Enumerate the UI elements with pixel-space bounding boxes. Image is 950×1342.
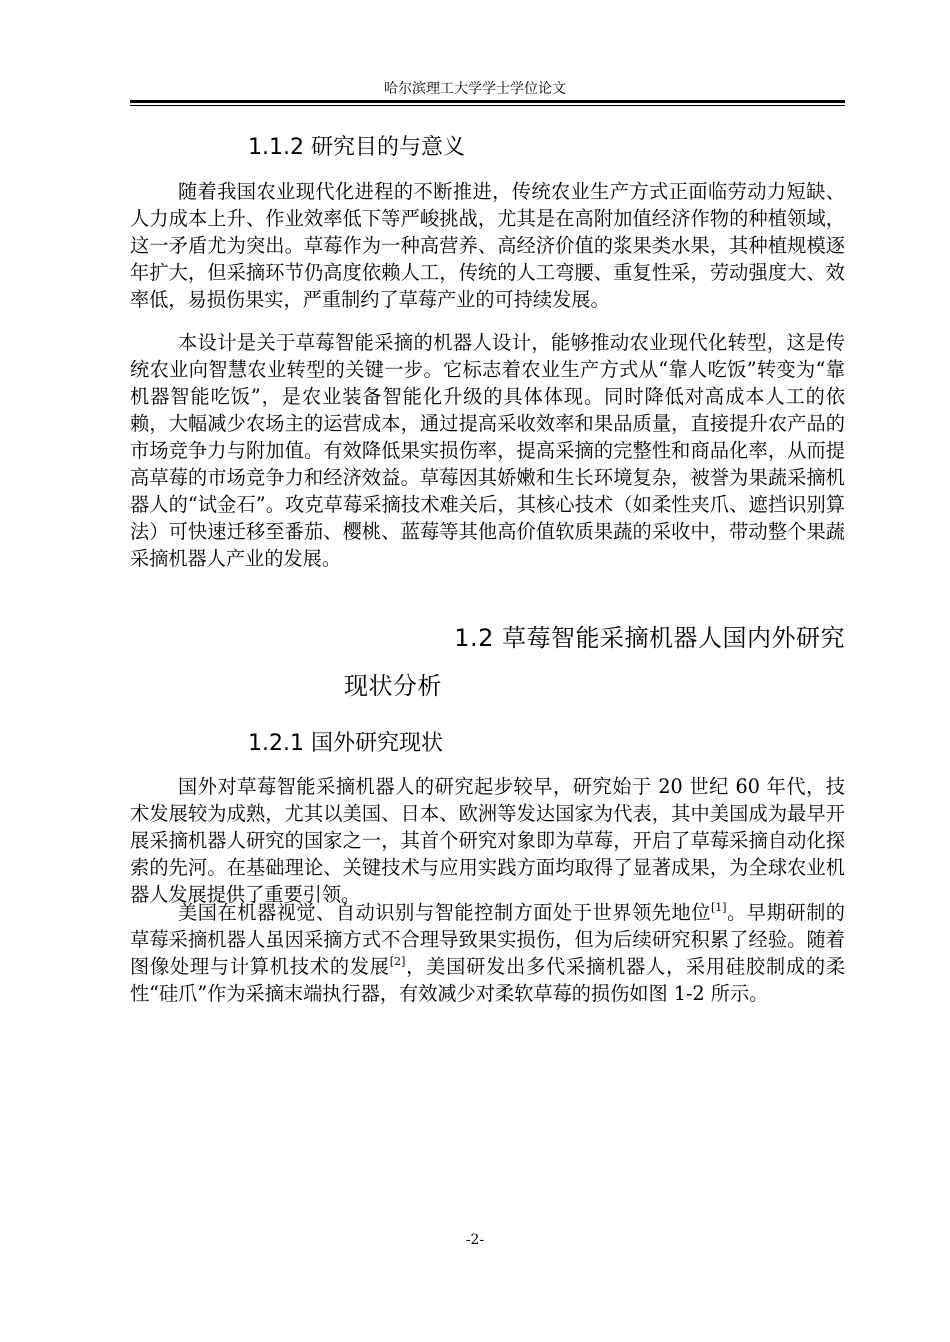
paragraph-1-1-2-second: 本设计是关于草莓智能采摘的机器人设计，能够推动农业现代化转型，这是传统农业向智慧农业转型的关键一步。它标志着农业生产方式从“靠人吃饭”转变为“靠机器智能吃饭”，是农业装备智能化升级的具体体现。同时降低对高成本人工的依赖，大幅减少农场主的运营成本，通过提高采收效率和果品质量，直接提升农产品的市场竞争力与附加值。有效降低果实损伤率，提高采摘的完整性和商品化率，从而提高草莓的市场竞争力和经济效益。草莓因其娇嫩和生长环境复杂，被誉为果蔬采摘机器人的“试金石”。攻克草莓采摘技术难关后，其核心技术（如柔性夹爪、遮挡识别算法）可快速迁移至番茄、樱桃、蓝莓等其他高价值软质果蔬的采收中，带动整个果蔬采摘机器人产业的发展。 [130, 331, 845, 570]
citation-2: [2] [389, 955, 406, 968]
paragraph-text-part: ，美国研发出多代采摘机器人，采用硅胶制成的柔性“硅爪”作为采摘末端执行器，有效减少对柔软草莓的损伤如图 1-2 所示。 [130, 955, 846, 1005]
paragraph-1-1-2-first: 随着我国农业现代化进程的不断推进，传统农业生产方式正面临劳动力短缺、人力成本上升、作业效率低下等严峻挑战，尤其是在高附加值经济作物的种植领域，这一矛盾尤为突出。草莓作为一种高营养、高经济价值的浆果类水果，其种植规模逐年扩大，但采摘环节仍高度依赖人工，传统的人工弯腰、重复性采，劳动强度大、效率低，易损伤果实，严重制约了草莓产业的可持续发展。 [130, 180, 845, 311]
paragraph-text-part: 美国在机器视觉、自动识别与智能控制方面处于世界领先地位 [178, 901, 711, 924]
citation-1: [1] [710, 901, 727, 914]
header-rule-thin [130, 105, 845, 106]
paragraph-1-2-1-second [130, 899, 845, 1007]
header-rule-thick [130, 100, 845, 103]
section-heading-1-1-2: 1.1.2 研究目的与意义 [248, 135, 465, 160]
paragraph-1-2-1-first: 国外对草莓智能采摘机器人的研究起步较早，研究始于 20 世纪 60 年代，技术发展较为成熟，尤其以美国、日本、欧洲等发达国家为代表，其中美国成为最早开展采摘机器人研究的国家之一，其首个研究对象即为草莓，开启了草莓采摘自动化探索的先河。在基础理论、关键技术与应用实践方面均取得了显著成果，为全球农业机器人发展提供了重要引领。 [130, 775, 845, 906]
section-heading-1-2-1: 1.2.1 国外研究现状 [248, 731, 443, 756]
page-number: -2- [465, 1232, 485, 1248]
section-heading-1-2-line1: 1.2 草莓智能采摘机器人国内外研究 [454, 624, 845, 652]
paragraph-text-part: 。早期研制的草莓采摘机器人虽因采摘方式不合理导致果实损伤，但为后续研究积累了经验。随着图像处理与计算机技术的发展 [130, 901, 845, 978]
section-heading-1-2-line2: 现状分析 [344, 672, 442, 700]
running-header: 哈尔滨理工大学学士学位论文 [384, 81, 566, 97]
